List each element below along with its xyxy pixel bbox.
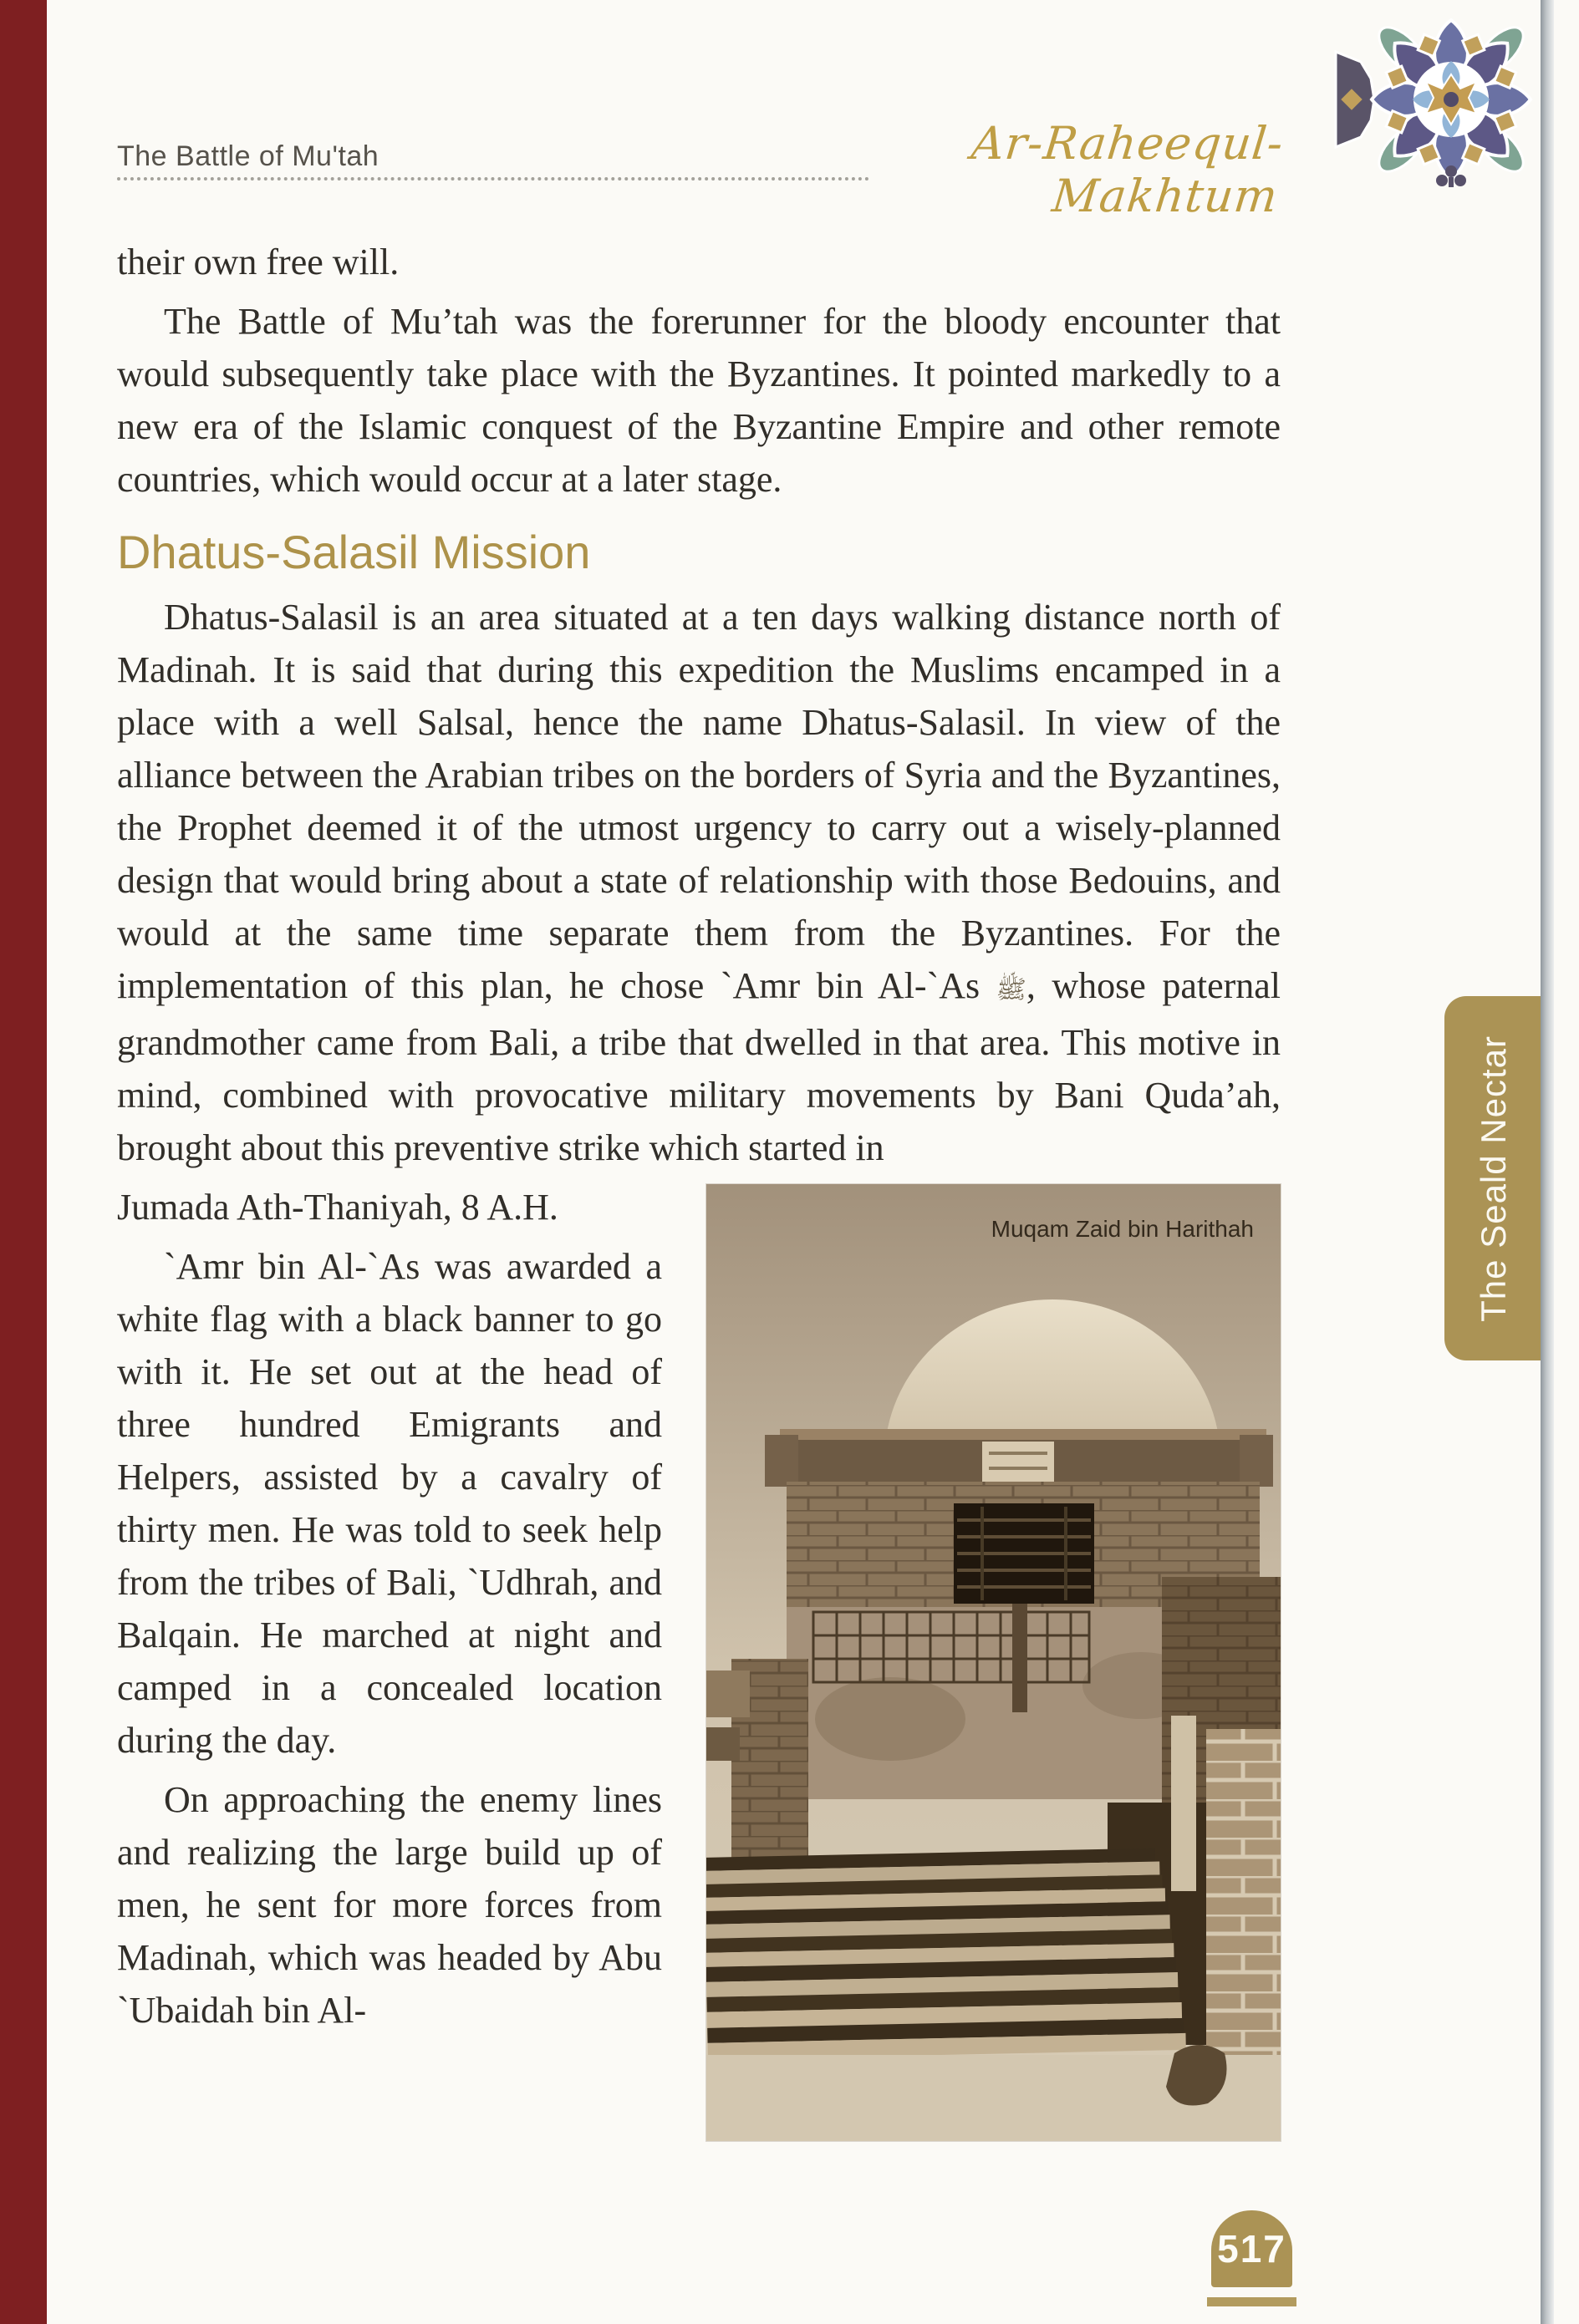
book-spine-edge <box>0 0 47 2324</box>
paragraph-on-approaching: On approaching the enemy lines and realizing the large build up of men, he sent for more forces from Madinah, which was headed by Abu `Ubaidah bin Al- <box>117 1779 662 2031</box>
islamic-rosette-ornament-icon <box>1334 18 1556 190</box>
paragraph-dhatus-text-after: , whose paternal grandmother came from Bali, a tribe that dwelled in that area. This motive in mind, combined with provocative military movements by Bani Quda’ah, brought about this preventive strike which started in <box>117 965 1281 1168</box>
side-tab-seald-nectar <box>1444 996 1542 1360</box>
page-number-badge <box>1211 2210 1292 2287</box>
paragraph-jumada: Jumada Ath-Thaniyah, 8 A.H. <box>117 1187 558 1228</box>
side-tab-label: The Seald Nectar <box>1473 1035 1513 1322</box>
page-number: 517 <box>1217 2227 1286 2271</box>
page-number-underline <box>1207 2297 1296 2306</box>
paragraph-forerunner: The Battle of Mu’tah was the forerunner for the bloody encounter that would subsequently take place with the Byzantines. It pointed markedly to a new era of the Islamic conquest of the Byzantine Empire and other remote countries, which would occur at a later stage. <box>117 301 1281 500</box>
section-heading: Dhatus-Salasil Mission <box>117 526 591 578</box>
page-edge-shadow <box>1541 0 1554 2324</box>
paragraph-amr-awarded: `Amr bin Al-`As was awarded a white flag with a black banner to go with it. He set out at the head of three hundred Emigrants and Helpers, assisted by a cavalry of thirty men. He was told to seek help from the tribes of Bali, `Udhrah, and Balqain. He marched at night and camped in a concealed location during the day. <box>117 1246 662 1761</box>
running-header-book-title: Ar-Raheequl-Makhtum <box>969 117 1286 222</box>
header-dotted-rule <box>117 177 869 181</box>
photo-caption: Muqam Zaid bin Harithah <box>991 1216 1254 1242</box>
running-header-section: The Battle of Mu'tah <box>117 140 379 172</box>
paragraph-dhatus-text-before: Dhatus-Salasil is an area situated at a ten days walking distance north of Madinah. It is said that during this expedition the Muslims encamped in a place with a well Salsal, hence the name Dhatus-Salasil. In view of the alliance between the Arabian tribes on the borders of Syria and the Byzantines, the Prophet deemed it of the utmost urgency to carry out a wisely-planned design that would bring about a state of relationship with those Bedouins, and would at the same time separate them from the Byzantines. For the implementation of this plan, he chose `Amr bin Al-`As <box>117 597 1281 1006</box>
wrap-zone <box>117 1181 1281 2037</box>
monument-photo <box>706 1184 1281 2141</box>
paragraph-continuation: their own free will. <box>117 242 400 282</box>
photo-muqam-zaid-bin-harithah <box>662 1184 1281 2145</box>
page-body <box>117 236 1281 2152</box>
honorific-ligature-icon: ﷺ <box>996 975 1026 1004</box>
paragraph-dhatus-salasil <box>117 591 1281 1174</box>
